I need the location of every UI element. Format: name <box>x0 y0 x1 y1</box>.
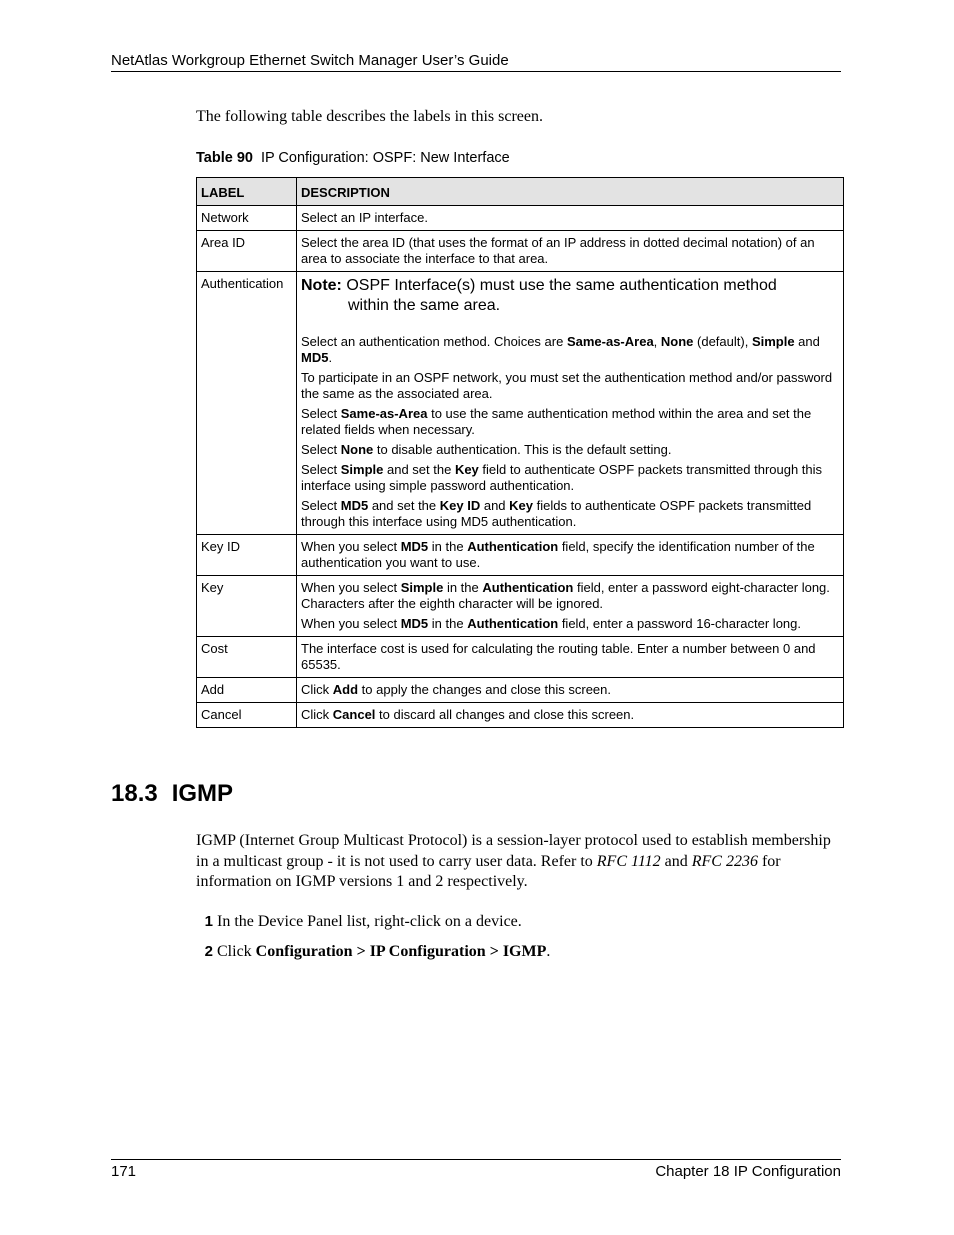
row-description <box>297 576 844 637</box>
table-row-key-id <box>197 535 844 576</box>
row-description: The interface cost is used for calculating the routing table. Enter a number between 0 and 65535. <box>297 637 844 678</box>
note-line-2: within the same area. <box>348 297 501 314</box>
table-row-area-id <box>197 231 844 272</box>
text: Select <box>301 462 341 477</box>
section-number: 18.3 <box>111 780 158 807</box>
column-header-description: DESCRIPTION <box>297 178 844 206</box>
auth-paragraph-2: To participate in an OSPF network, you must set the authentication method and/or password the same as the associated area. <box>301 370 833 401</box>
column-header-label: LABEL <box>197 178 297 206</box>
auth-paragraph-6 <box>301 498 839 530</box>
text: Click <box>301 682 333 697</box>
text: and set the <box>368 498 440 513</box>
label-table <box>196 177 844 728</box>
table-row-cost <box>197 637 844 678</box>
bold-term: MD5 <box>301 350 329 365</box>
rfc-reference: RFC 1112 <box>596 852 661 870</box>
text: When you select <box>301 616 401 631</box>
page-number: 171 <box>111 1163 137 1180</box>
text: in the <box>443 580 483 595</box>
bold-term: Authentication <box>467 539 559 554</box>
bold-term: Key <box>509 498 534 513</box>
text: Select <box>301 442 341 457</box>
table-header-row <box>197 178 844 206</box>
row-description <box>297 535 844 576</box>
bold-term: None <box>660 334 694 349</box>
note-box <box>301 276 839 316</box>
bold-term: MD5 <box>400 616 429 631</box>
row-description: Select the area ID (that uses the format of an IP address in dotted decimal notation) of an area to associate the interface to that area. <box>297 231 844 272</box>
bold-term: Same-as-Area <box>340 406 428 421</box>
text: IGMP (Internet Group Multicast Protocol) is a session-layer protocol used to establish membership in a multicast group - it is not used to carry user data. Refer to <box>196 832 831 870</box>
table-title: IP Configuration: OSPF: New Interface <box>260 150 510 166</box>
chapter-footer: Chapter 18 IP Configuration <box>655 1163 841 1180</box>
text: field, specify the identification number of the authentication you want to use. <box>301 539 815 570</box>
table-row-key <box>197 576 844 637</box>
auth-paragraph-1 <box>301 334 839 366</box>
bold-term: Simple <box>340 462 384 477</box>
row-label: Area ID <box>197 231 297 272</box>
auth-paragraph-5 <box>301 462 839 494</box>
table-row-network <box>197 206 844 231</box>
text: and <box>480 498 510 513</box>
text: in the <box>428 539 468 554</box>
bold-term: Add <box>332 682 359 697</box>
step-2 <box>196 942 842 962</box>
igmp-paragraph <box>196 831 842 893</box>
menu-path: Configuration > IP Configuration > IGMP <box>255 943 547 960</box>
bold-term: MD5 <box>340 498 369 513</box>
key-paragraph-1 <box>301 580 839 612</box>
text: and set the <box>383 462 455 477</box>
running-header: NetAtlas Workgroup Ethernet Switch Manager User’s Guide <box>111 52 509 69</box>
row-label: Key <box>197 576 297 637</box>
text: field, enter a password 16-character long. <box>558 616 802 631</box>
text: When you select <box>301 580 401 595</box>
bold-term: Authentication <box>467 616 559 631</box>
text: fields to authenticate OSPF packets transmitted through this interface using MD5 authentication. <box>301 498 812 529</box>
text: for information on IGMP versions 1 and 2 respectively. <box>196 852 781 890</box>
row-label: Add <box>197 678 297 703</box>
bold-term: Same-as-Area <box>566 334 654 349</box>
auth-paragraph-4 <box>301 442 839 458</box>
section-heading <box>111 779 233 809</box>
text: Select <box>301 498 341 513</box>
text: to apply the changes and close this screen. <box>358 682 611 697</box>
text: Select <box>301 406 341 421</box>
footer-rule <box>111 1159 841 1160</box>
section-title: IGMP <box>171 780 234 807</box>
text: . <box>546 943 551 960</box>
row-description <box>297 272 844 535</box>
note-line-1: OSPF Interface(s) must use the same authentication method <box>346 277 777 294</box>
row-description: Select an IP interface. <box>297 206 844 231</box>
text: Click <box>217 943 256 960</box>
table-number: Table 90 <box>196 150 253 166</box>
text: Click <box>301 707 333 722</box>
bold-term: MD5 <box>400 539 429 554</box>
text: in the <box>428 616 468 631</box>
key-paragraph-2 <box>301 616 839 632</box>
text: (default), <box>693 334 752 349</box>
bold-term: None <box>340 442 374 457</box>
bold-term: Simple <box>400 580 444 595</box>
step-text: In the Device Panel list, right-click on a device. <box>217 913 522 930</box>
step-number: 1 <box>204 913 213 930</box>
text: and <box>794 334 820 349</box>
auth-paragraph-3 <box>301 406 839 438</box>
bold-term: Cancel <box>332 707 376 722</box>
bold-term: Key <box>454 462 479 477</box>
row-description <box>297 703 844 728</box>
row-label: Key ID <box>197 535 297 576</box>
text: and <box>660 852 692 870</box>
row-label: Cancel <box>197 703 297 728</box>
text: . <box>328 350 333 365</box>
text: When you select <box>301 539 401 554</box>
step-number: 2 <box>204 943 213 960</box>
header-rule <box>111 71 841 72</box>
text: to use the same authentication method within the area and set the related fields when necessary. <box>301 406 812 437</box>
row-label: Cost <box>197 637 297 678</box>
row-description <box>297 678 844 703</box>
text: field, enter a password eight-character long. Characters after the eighth character will be ignored. <box>301 580 830 611</box>
text: to discard all changes and close this screen. <box>375 707 635 722</box>
table-row-authentication <box>197 272 844 535</box>
table-row-cancel <box>197 703 844 728</box>
intro-text: The following table describes the labels in this screen. <box>196 108 544 125</box>
text: Select an authentication method. Choices are <box>301 334 567 349</box>
text: , <box>653 334 661 349</box>
step-1 <box>196 912 842 932</box>
text: field to authenticate OSPF packets transmitted through this interface using simple password authentication. <box>301 462 823 493</box>
table-row-add <box>197 678 844 703</box>
rfc-reference: RFC 2236 <box>691 852 758 870</box>
note-label: Note: <box>301 277 342 294</box>
text: to disable authentication. This is the default setting. <box>373 442 672 457</box>
row-label: Network <box>197 206 297 231</box>
bold-term: Key ID <box>439 498 481 513</box>
table-caption <box>196 149 510 167</box>
bold-term: Authentication <box>482 580 574 595</box>
bold-term: Simple <box>751 334 795 349</box>
row-label: Authentication <box>197 272 297 535</box>
